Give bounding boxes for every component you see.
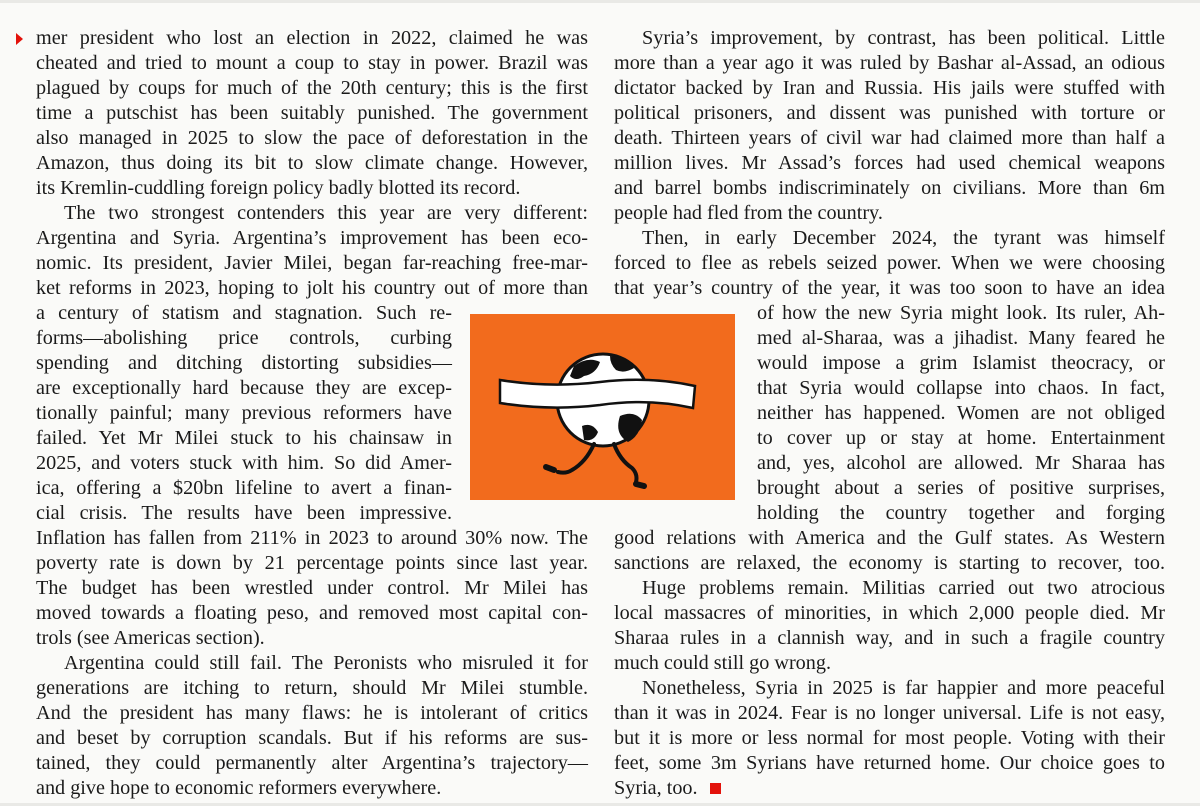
left-column-line: ket reforms in 2023, hoping to jolt his country out of more than	[36, 277, 588, 299]
left-column-line: its Kremlin-cuddling foreign policy badly blotted its record.	[36, 177, 521, 199]
right-column-line: brought about a series of positive surprises,	[757, 477, 1165, 499]
left-column-line: mer president who lost an election in 2022, claimed he was	[36, 27, 588, 49]
right-column-line: people had fled from the country.	[614, 202, 883, 224]
top-rule	[0, 0, 1200, 3]
right-column-line: Syria’s improvement, by contrast, has been political. Little	[642, 27, 1165, 49]
right-column-line: sanctions are relaxed, the economy is starting to recover, too.	[614, 552, 1165, 574]
right-column-line: local massacres of minorities, in which 2,000 people died. Mr	[614, 602, 1165, 624]
left-column-line: spending and ditching distorting subsidies—	[36, 352, 452, 374]
running-globe-illustration	[470, 314, 735, 500]
right-column-line: Then, in early December 2024, the tyrant was himself	[642, 227, 1165, 249]
left-column-line: time a putschist has been suitably punished. The government	[36, 102, 588, 124]
right-column-line: million lives. Mr Assad’s forces had used chemical weapons	[614, 152, 1165, 174]
left-column-line: also managed in 2025 to slow the pace of deforestation in the	[36, 127, 588, 149]
right-column-line: Syria, too.	[614, 777, 698, 799]
left-column-line: Inflation has fallen from 211% in 2023 to around 30% now. The	[36, 527, 588, 549]
left-column-line: The two strongest contenders this year are very different:	[64, 202, 588, 224]
left-column-line: And the president has many flaws: he is intolerant of critics	[36, 702, 588, 724]
right-column-line: good relations with America and the Gulf states. As Western	[614, 527, 1165, 549]
right-column-line: that Syria would collapse into chaos. In fact,	[757, 377, 1165, 399]
right-column-line: forced to flee as rebels seized power. When we were choosing	[614, 252, 1165, 274]
left-column-line: tained, they could permanently alter Argentina’s trajectory—	[36, 752, 588, 774]
left-column-line: failed. Yet Mr Milei stuck to his chainsaw in	[36, 427, 452, 449]
right-column-line: political prisoners, and dissent was punished with torture or	[614, 102, 1165, 124]
right-column-line: and, yes, alcohol are allowed. Mr Sharaa has	[757, 452, 1165, 474]
left-column-line: nomic. Its president, Javier Milei, began far-reaching free-mar-	[36, 252, 588, 274]
end-mark-icon	[710, 783, 721, 794]
right-column-line: Huge problems remain. Militias carried out two atrocious	[642, 577, 1165, 599]
right-column-line: but it is more or less normal for most people. Voting with their	[614, 727, 1165, 749]
right-column-line: death. Thirteen years of civil war had claimed more than half a	[614, 127, 1165, 149]
left-column-line: Amazon, thus doing its bit to slow climate change. However,	[36, 152, 588, 174]
right-column-line: more than a year ago it was ruled by Bashar al-Assad, an odious	[614, 52, 1165, 74]
left-column-line: plagued by coups for much of the 20th century; this is the first	[36, 77, 588, 99]
right-column-line: to cover up or stay at home. Entertainment	[757, 427, 1165, 449]
right-column-line: med al-Sharaa, was a jihadist. Many feared he	[757, 327, 1165, 349]
left-column-line: Argentina and Syria. Argentina’s improvement has been eco-	[36, 227, 588, 249]
left-column-line: cheated and tried to mount a coup to stay in power. Brazil was	[36, 52, 588, 74]
right-column-line: dictator backed by Iran and Russia. His jails were stuffed with	[614, 77, 1165, 99]
left-column-line: Argentina could still fail. The Peronists who misruled it for	[64, 652, 588, 674]
left-column-line: forms—abolishing price controls, curbing	[36, 327, 452, 349]
left-column-line: are exceptionally hard because they are excep-	[36, 377, 452, 399]
left-column-line: generations are itching to return, should Mr Milei stumble.	[36, 677, 588, 699]
right-column-line: neither has happened. Women are not obliged	[757, 402, 1165, 424]
left-column-line: moved towards a floating peso, and removed most capital con-	[36, 602, 588, 624]
globe-runner-icon	[470, 314, 735, 500]
right-column-line: that year’s country of the year, it was too soon to have an idea	[614, 277, 1165, 299]
right-column-line: would impose a grim Islamist theocracy, or	[757, 352, 1165, 374]
left-column-line: a century of statism and stagnation. Such re-	[36, 302, 452, 324]
right-column-line: of how the new Syria might look. Its ruler, Ah-	[757, 302, 1165, 324]
left-column-line: The budget has been wrestled under control. Mr Milei has	[36, 577, 588, 599]
left-column-line: cial crisis. The results have been impressive.	[36, 502, 452, 524]
right-column-line: Sharaa rules in a clannish way, and in such a fragile country	[614, 627, 1165, 649]
right-column-line: than it was in 2024. Fear is no longer universal. Life is not easy,	[614, 702, 1165, 724]
right-column-line: and barrel bombs indiscriminately on civilians. More than 6m	[614, 177, 1165, 199]
right-column-line: much could still go wrong.	[614, 652, 831, 674]
left-column-line: 2025, and voters stuck with him. So did Amer-	[36, 452, 452, 474]
left-column-line: trols (see Americas section).	[36, 627, 265, 649]
left-column-line: ica, offering a $20bn lifeline to avert a finan-	[36, 477, 452, 499]
left-column-line: and give hope to economic reformers everywhere.	[36, 777, 442, 799]
right-column-line: holding the country together and forging	[757, 502, 1165, 524]
right-column-line: feet, some 3m Syrians have returned home. Our choice goes to	[614, 752, 1165, 774]
right-column-line: Nonetheless, Syria in 2025 is far happier and more peaceful	[642, 677, 1165, 699]
right-column-final-line	[614, 775, 721, 801]
continuation-arrow-icon	[16, 33, 23, 45]
left-column-line: tionally painful; many previous reformers have	[36, 402, 452, 424]
left-column-line: and beset by corruption scandals. But if his reforms are sus-	[36, 727, 588, 749]
left-column-line: poverty rate is down by 21 percentage points since last year.	[36, 552, 588, 574]
